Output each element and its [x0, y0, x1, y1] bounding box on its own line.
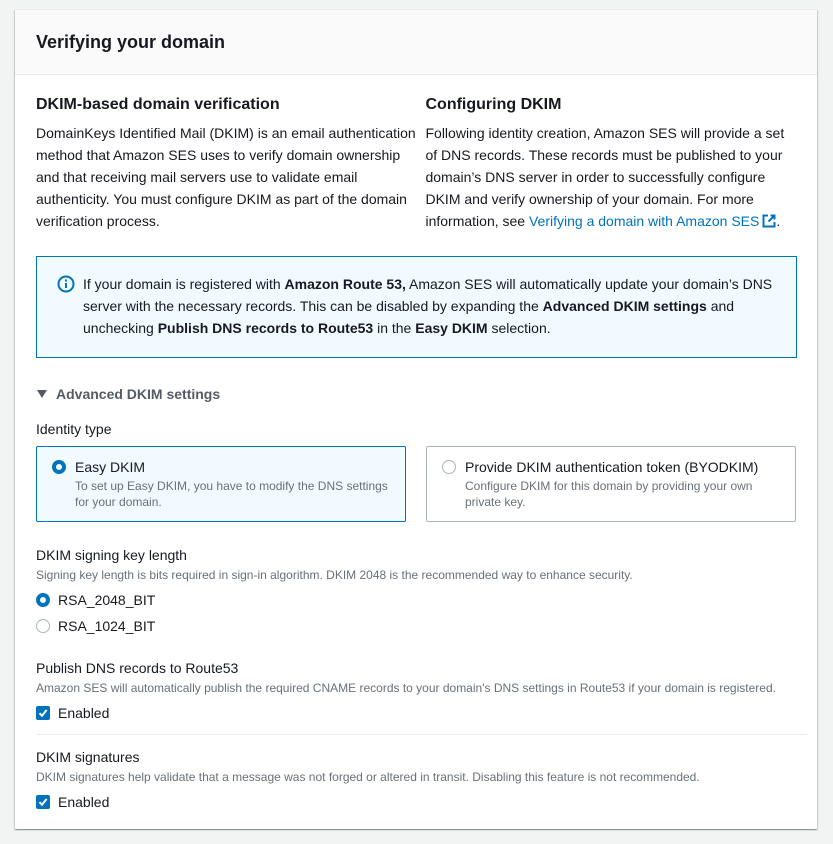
rsa-2048-radio[interactable] — [36, 593, 50, 607]
dkim-verification-column — [36, 95, 425, 234]
easy-dkim-description: To set up Easy DKIM, you have to modify the DNS settings for your domain. — [75, 479, 388, 509]
identity-type-field — [36, 420, 817, 522]
byodkim-title: Provide DKIM authentication token (BYODKIM) — [465, 459, 759, 475]
checkmark-icon — [37, 796, 49, 808]
publish-dns-checkbox-label[interactable]: Enabled — [58, 705, 110, 721]
rsa-1024-radio[interactable] — [36, 619, 50, 633]
dkim-signatures-checkbox[interactable] — [36, 795, 50, 809]
verifying-domain-link-label[interactable]: Verifying a domain with Amazon SES — [528, 213, 760, 229]
panel-header — [15, 10, 817, 75]
dkim-signatures-description: DKIM signatures help validate that a message was not forged or altered in transit. Disabling this feature is not recommended. — [36, 770, 700, 784]
dkim-signatures-label: DKIM signatures — [36, 749, 140, 765]
dkim-verification-title: DKIM-based domain verification — [36, 96, 280, 113]
verifying-domain-panel — [15, 9, 817, 829]
alert-text-part: Amazon SES will automatically update your domain’s DNS server with the necessary records. This can be disabled by expanding the — [83, 276, 773, 314]
rsa-1024-label[interactable]: RSA_1024_BIT — [58, 618, 156, 634]
alert-bold-advanced-settings: Advanced DKIM settings — [542, 298, 707, 314]
alert-text-part: in the — [373, 320, 416, 336]
alert-bold-publish-dns: Publish DNS records to Route53 — [157, 320, 374, 336]
alert-text — [83, 273, 776, 357]
dkim-signatures-checkbox-label[interactable]: Enabled — [58, 794, 110, 810]
publish-dns-checkbox[interactable] — [36, 706, 50, 720]
configuring-dkim-body — [425, 122, 797, 234]
rsa-2048-option[interactable] — [36, 591, 817, 609]
easy-dkim-texts — [75, 458, 393, 521]
easy-dkim-radio[interactable] — [52, 460, 66, 474]
dkim-signatures-field — [36, 748, 817, 811]
publish-dns-checkbox-row[interactable] — [36, 704, 817, 722]
identity-type-tiles — [36, 446, 817, 522]
publish-dns-field — [36, 659, 817, 722]
alert-text-part: selection. — [487, 320, 551, 336]
advanced-dkim-settings-toggle[interactable] — [37, 386, 817, 402]
configuring-dkim-title: Configuring DKIM — [425, 96, 562, 113]
byodkim-radio[interactable] — [442, 460, 456, 474]
publish-dns-label: Publish DNS records to Route53 — [36, 660, 239, 676]
easy-dkim-title: Easy DKIM — [75, 459, 146, 475]
easy-dkim-tile[interactable] — [36, 446, 406, 522]
checkmark-icon — [37, 707, 49, 719]
alert-text-part: If your domain is registered with — [83, 276, 285, 292]
signing-key-length-field — [36, 546, 817, 635]
byodkim-tile[interactable] — [426, 446, 796, 522]
advanced-dkim-settings-label[interactable]: Advanced DKIM settings — [56, 386, 221, 402]
byodkim-description: Configure DKIM for this domain by providing your own private key. — [465, 479, 753, 509]
info-icon — [57, 275, 75, 293]
route53-info-alert — [36, 256, 797, 358]
alert-bold-easy-dkim: Easy DKIM — [415, 320, 488, 336]
publish-dns-description: Amazon SES will automatically publish the required CNAME records to your domain's DNS settings in Route53 if your domain is registered. — [36, 681, 776, 695]
alert-text-part: and unchecking — [83, 298, 735, 336]
info-columns — [15, 75, 817, 234]
alert-bold-route53: Amazon Route 53, — [284, 276, 406, 292]
panel-title: Verifying your domain — [36, 32, 226, 52]
byodkim-texts — [465, 458, 783, 521]
caret-down-icon[interactable] — [37, 390, 47, 398]
rsa-2048-label[interactable]: RSA_2048_BIT — [58, 592, 156, 608]
configuring-dkim-body-suffix: . — [776, 213, 781, 229]
configuring-dkim-column — [425, 95, 797, 234]
identity-type-label: Identity type — [36, 421, 112, 437]
signing-key-length-label: DKIM signing key length — [36, 547, 187, 563]
dkim-verification-body: DomainKeys Identified Mail (DKIM) is an email authentication method that Amazon SES uses to verify domain ownership and that receiving mail servers use to validate email authenticity. You must configure DKIM as part of the domain verification process. — [36, 125, 416, 229]
rsa-1024-option[interactable] — [36, 617, 817, 635]
signing-key-length-description: Signing key length is bits required in sign-in algorithm. DKIM 2048 is the recommended way to enhance security. — [36, 568, 633, 582]
external-link-icon[interactable] — [762, 212, 776, 234]
verifying-domain-link[interactable] — [529, 213, 776, 229]
configuring-dkim-body-text: Following identity creation, Amazon SES will provide a set of DNS records. These records must be published to your domain’s DNS server in order to successfully configure DKIM and verify ownership of your domain. For more information, see — [425, 125, 785, 229]
section-divider — [36, 734, 807, 735]
dkim-signatures-checkbox-row[interactable] — [36, 793, 817, 811]
